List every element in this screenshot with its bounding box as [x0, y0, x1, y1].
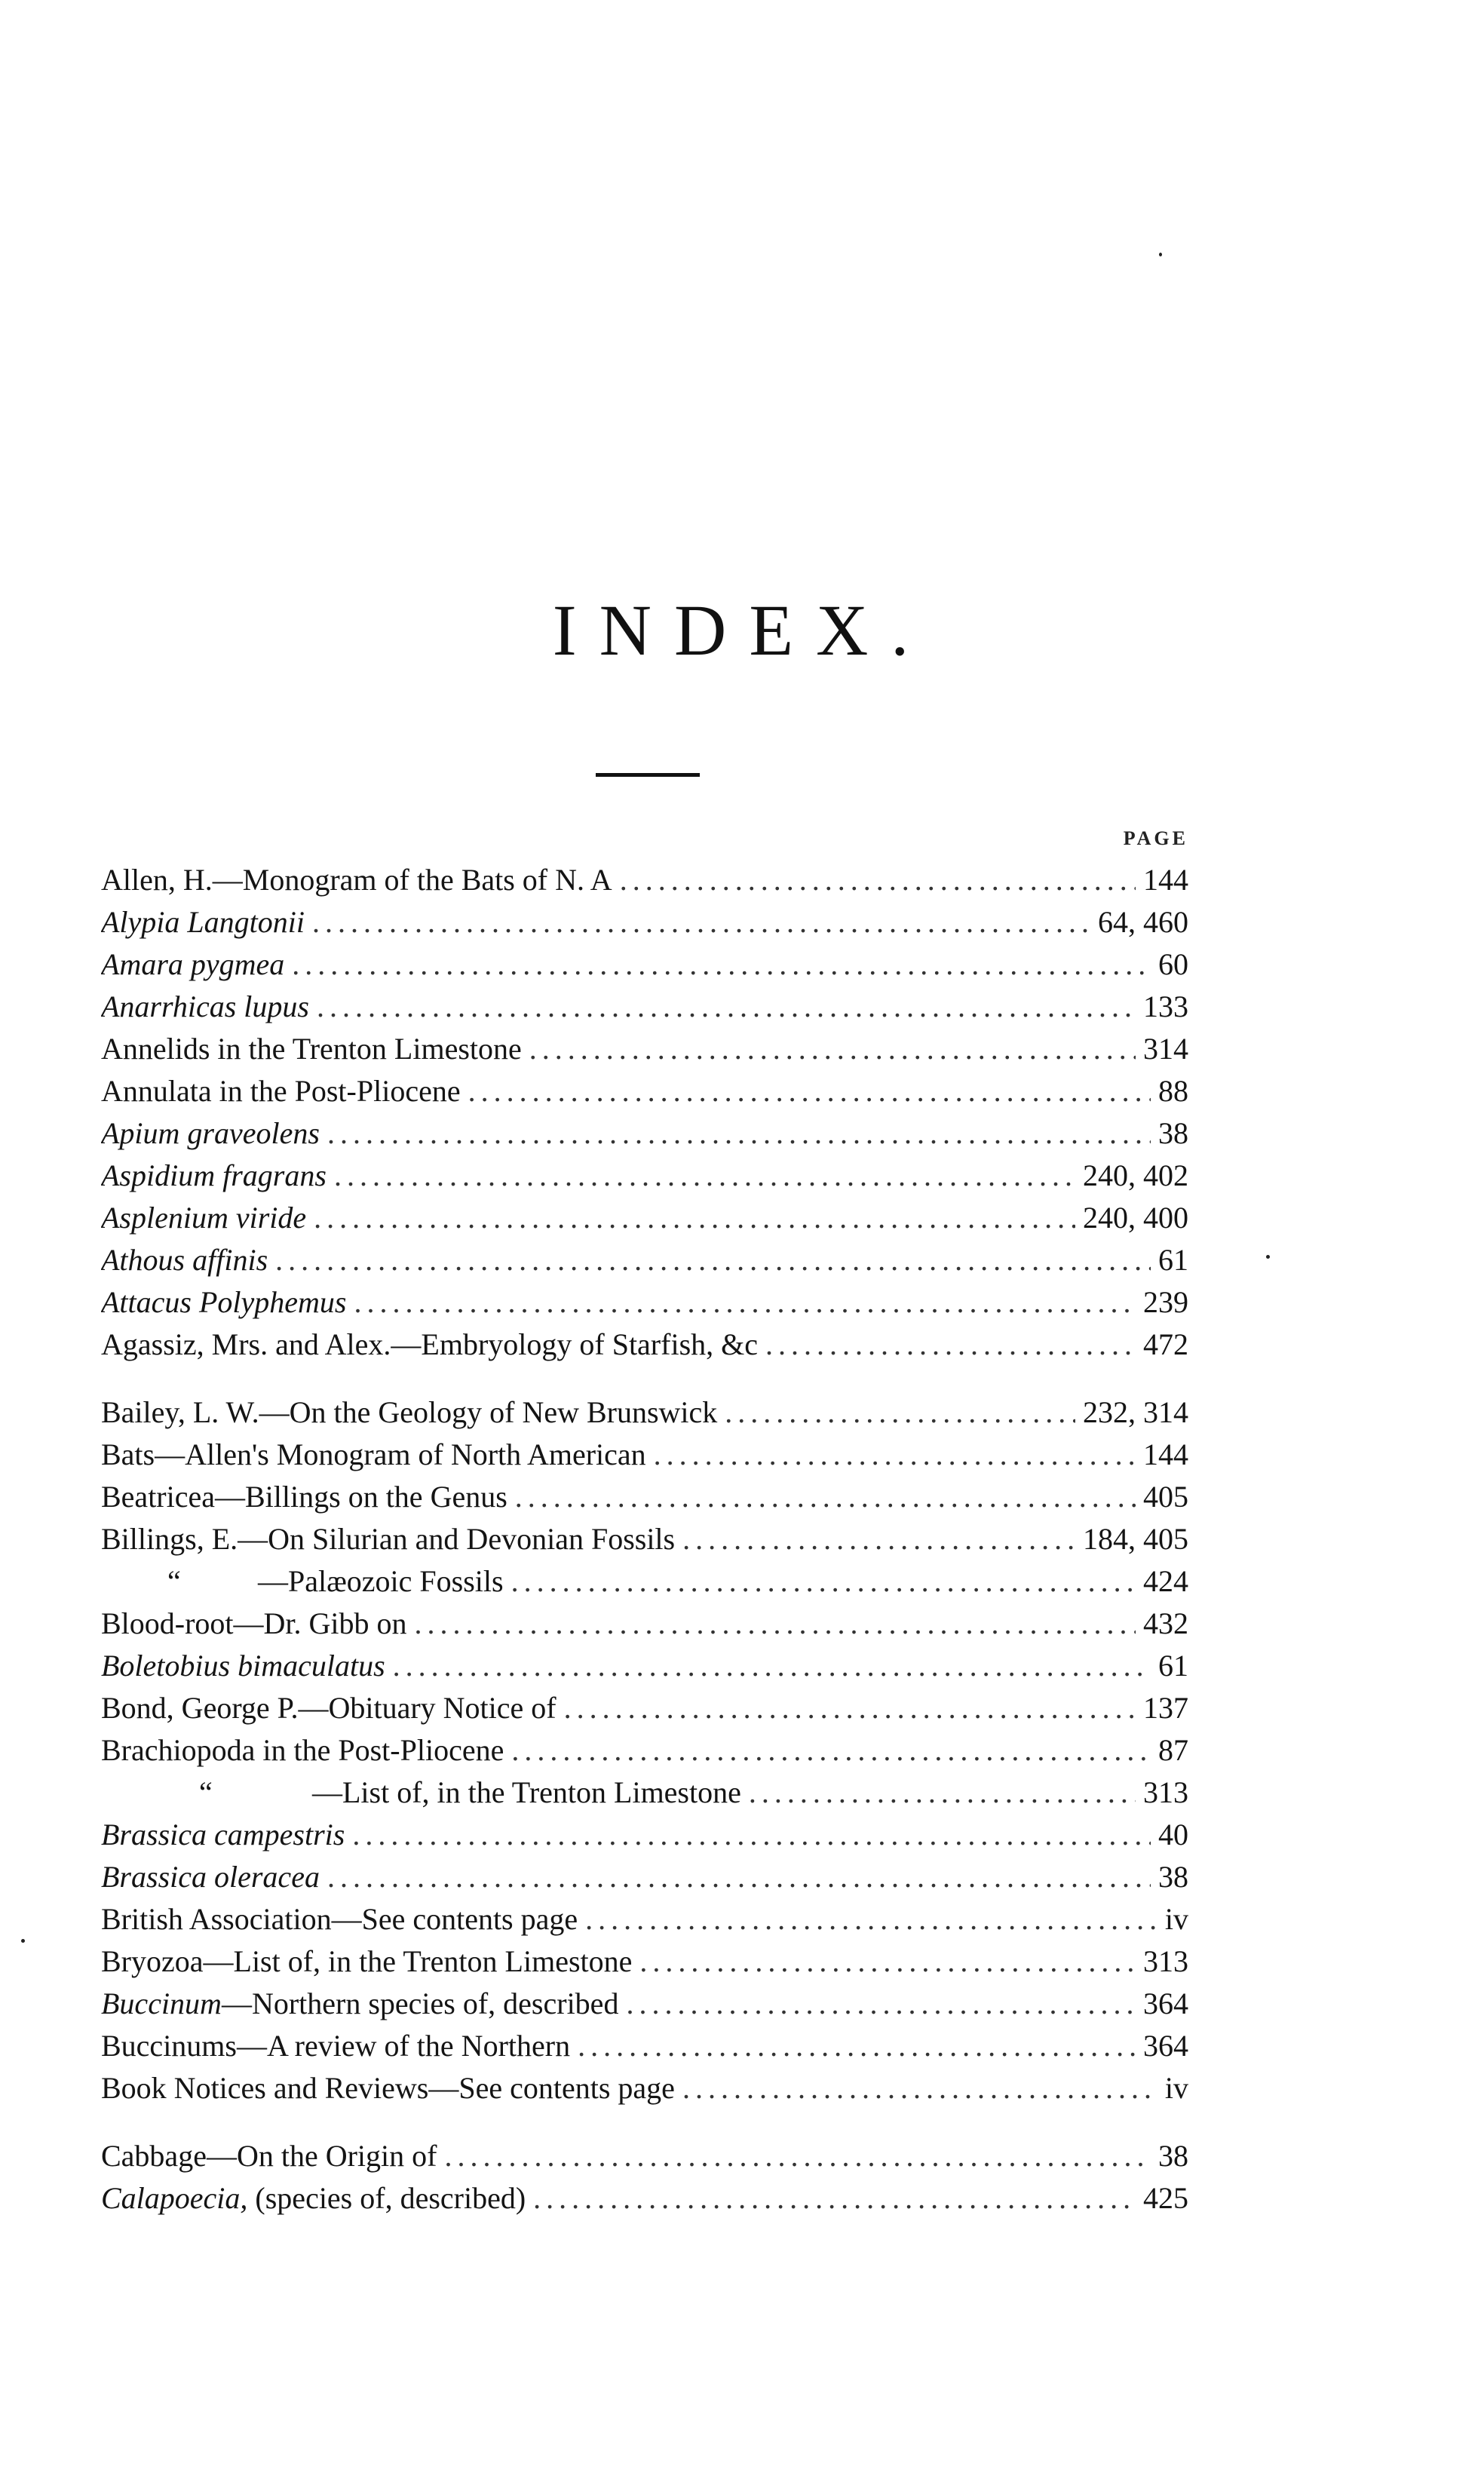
- entry-page-number: 38: [1158, 2139, 1188, 2173]
- entry-label: Alypia Langtonii: [101, 905, 305, 939]
- entry-text-rest: (species of, described): [247, 2181, 526, 2215]
- entry-page-number: 239: [1143, 1285, 1188, 1319]
- entry-page-number: 144: [1143, 1437, 1188, 1471]
- index-entry: [101, 1814, 1188, 1856]
- index-entry: [101, 1391, 1188, 1434]
- index-entry: [101, 1856, 1188, 1898]
- index-entry: [101, 1645, 1188, 1687]
- index-entry: [101, 2177, 1188, 2220]
- entry-page-number: 313: [1143, 1775, 1188, 1809]
- index-entry: [101, 1155, 1188, 1197]
- entry-label: Brassica campestris: [101, 1818, 345, 1851]
- ditto-mark: “: [199, 1775, 213, 1809]
- index-title: INDEX.: [552, 590, 932, 670]
- dot-leader: [444, 2135, 1151, 2177]
- entry-label: Bailey, L. W.—On the Geology of New Brunswick: [101, 1395, 718, 1429]
- entry-page-number: 364: [1143, 1986, 1188, 2020]
- entry-page-number: 240, 402: [1083, 1158, 1188, 1192]
- entry-label: Annelids in the Trenton Limestone: [101, 1032, 522, 1066]
- dot-leader: [529, 1028, 1136, 1070]
- entry-label: [101, 1983, 618, 2025]
- index-entries: [101, 859, 1188, 2220]
- dot-leader: [515, 1476, 1136, 1518]
- entry-label: Agassiz, Mrs. and Alex.—Embryology of Starfish, &c: [101, 1327, 758, 1361]
- entry-label: Boletobius bimaculatus: [101, 1649, 385, 1683]
- entry-text-rest: —Northern species of, described: [221, 1986, 619, 2020]
- index-entry: [101, 1197, 1188, 1239]
- dot-leader: [415, 1603, 1136, 1645]
- index-entry: [101, 1028, 1188, 1070]
- index-entry: [101, 2067, 1188, 2109]
- dot-leader: [327, 1856, 1151, 1898]
- entry-page-number: 60: [1158, 947, 1188, 981]
- entry-italic-prefix: Calapoecia,: [101, 2181, 248, 2215]
- dot-leader: [620, 859, 1136, 901]
- dot-leader: [511, 1560, 1136, 1603]
- dot-leader: [682, 1518, 1075, 1560]
- index-entry: [101, 1898, 1188, 1940]
- entry-page-number: 40: [1158, 1818, 1188, 1851]
- index-entry: [101, 1603, 1188, 1645]
- ink-speck: [21, 1939, 25, 1943]
- dot-leader: [639, 1940, 1136, 1983]
- page-column-header: PAGE: [1123, 827, 1188, 849]
- index-entry: [101, 1112, 1188, 1155]
- index-entry: [101, 1560, 1188, 1603]
- entry-page-number: 184, 405: [1083, 1522, 1188, 1556]
- dot-leader: [292, 943, 1151, 986]
- index-entry: [101, 1518, 1188, 1560]
- index-entry: [101, 1983, 1188, 2025]
- entry-label: Cabbage—On the Origin of: [101, 2139, 437, 2173]
- entry-label: [101, 1560, 504, 1603]
- entry-label: Bond, George P.—Obituary Notice of: [101, 1691, 556, 1725]
- dot-leader: [354, 1281, 1136, 1324]
- entry-label: Amara pygmea: [101, 947, 285, 981]
- entry-label: British Association—See contents page: [101, 1902, 578, 1936]
- dot-leader: [511, 1729, 1151, 1772]
- entry-label: Blood-root—Dr. Gibb on: [101, 1606, 407, 1640]
- entry-label: Asplenium viride: [101, 1201, 307, 1235]
- dot-leader: [393, 1645, 1151, 1687]
- index-entry: [101, 1940, 1188, 1983]
- ink-speck: [1159, 253, 1162, 256]
- entry-label: Billings, E.—On Silurian and Devonian Fossils: [101, 1522, 676, 1556]
- dot-leader: [578, 2025, 1136, 2067]
- dot-leader: [468, 1070, 1151, 1112]
- entry-page-number: iv: [1164, 2071, 1188, 2105]
- dot-leader: [585, 1898, 1157, 1940]
- entry-page-number: 364: [1143, 2029, 1188, 2063]
- dot-leader: [654, 1434, 1136, 1476]
- index-entry: [101, 1324, 1188, 1366]
- index-entry: [101, 1772, 1188, 1814]
- entry-label: Annulata in the Post-Pliocene: [101, 1074, 461, 1108]
- entry-page-number: 144: [1143, 863, 1188, 897]
- entry-page-number: 472: [1143, 1327, 1188, 1361]
- entry-page-number: 87: [1158, 1733, 1188, 1767]
- entry-label: Brassica oleracea: [101, 1860, 320, 1894]
- dot-leader: [334, 1155, 1075, 1197]
- entry-text: —List of, in the Trenton Limestone: [312, 1775, 741, 1809]
- ditto-mark: “: [167, 1564, 181, 1598]
- index-entry: [101, 901, 1188, 943]
- entry-page-number: 425: [1143, 2181, 1188, 2215]
- entry-page-number: 61: [1158, 1649, 1188, 1683]
- entry-label: Buccinums—A review of the Northern: [101, 2029, 571, 2063]
- entry-label: Book Notices and Reviews—See contents page: [101, 2071, 675, 2105]
- index-entry: [101, 1070, 1188, 1112]
- entry-label: Athous affinis: [101, 1243, 268, 1277]
- dot-leader: [317, 986, 1136, 1028]
- entry-text: —Palæozoic Fossils: [258, 1564, 504, 1598]
- dot-leader: [765, 1324, 1136, 1366]
- entry-page-number: 64, 460: [1098, 905, 1188, 939]
- entry-page-number: 240, 400: [1083, 1201, 1188, 1235]
- index-entry: [101, 1434, 1188, 1476]
- entry-label: Bryozoa—List of, in the Trenton Limestone: [101, 1944, 633, 1978]
- entry-page-number: 232, 314: [1083, 1395, 1188, 1429]
- dot-leader: [352, 1814, 1151, 1856]
- dot-leader: [749, 1772, 1136, 1814]
- entry-label: Brachiopoda in the Post-Pliocene: [101, 1733, 504, 1767]
- index-entry: [101, 1476, 1188, 1518]
- entry-label: Aspidium fragrans: [101, 1158, 327, 1192]
- entry-label: Beatricea—Billings on the Genus: [101, 1480, 507, 1514]
- entry-label: Allen, H.—Monogram of the Bats of N. A: [101, 863, 612, 897]
- index-entry: [101, 943, 1188, 986]
- dot-leader: [682, 2067, 1157, 2109]
- entry-page-number: iv: [1164, 1902, 1188, 1936]
- entry-page-number: 313: [1143, 1944, 1188, 1978]
- dot-leader: [314, 1197, 1075, 1239]
- entry-label: [101, 1772, 741, 1814]
- entry-page-number: 61: [1158, 1243, 1188, 1277]
- entry-page-number: 405: [1143, 1480, 1188, 1514]
- entry-label: Anarrhicas lupus: [101, 989, 309, 1023]
- index-entry: [101, 986, 1188, 1028]
- index-entry: [101, 1239, 1188, 1281]
- ink-speck: [1266, 1255, 1270, 1259]
- entry-label: Attacus Polyphemus: [101, 1285, 347, 1319]
- entry-italic-prefix: Buccinum: [101, 1986, 222, 2020]
- dot-leader: [327, 1112, 1151, 1155]
- title-rule: [596, 773, 700, 777]
- entry-page-number: 137: [1143, 1691, 1188, 1725]
- index-entry: [101, 1281, 1188, 1324]
- dot-leader: [533, 2177, 1136, 2220]
- index-entry: [101, 2135, 1188, 2177]
- dot-leader: [626, 1983, 1136, 2025]
- index-entry: [101, 1687, 1188, 1729]
- index-entry: [101, 1729, 1188, 1772]
- index-entry: [101, 2025, 1188, 2067]
- entry-page-number: 38: [1158, 1116, 1188, 1150]
- entry-page-number: 432: [1143, 1606, 1188, 1640]
- dot-leader: [275, 1239, 1151, 1281]
- entry-page-number: 88: [1158, 1074, 1188, 1108]
- entry-page-number: 314: [1143, 1032, 1188, 1066]
- entry-label: [101, 2177, 526, 2220]
- entry-page-number: 133: [1143, 989, 1188, 1023]
- entry-page-number: 38: [1158, 1860, 1188, 1894]
- dot-leader: [725, 1391, 1075, 1434]
- index-entry: [101, 859, 1188, 901]
- dot-leader: [312, 901, 1090, 943]
- entry-label: Apium graveolens: [101, 1116, 320, 1150]
- dot-leader: [564, 1687, 1136, 1729]
- entry-page-number: 424: [1143, 1564, 1188, 1598]
- entry-label: Bats—Allen's Monogram of North American: [101, 1437, 646, 1471]
